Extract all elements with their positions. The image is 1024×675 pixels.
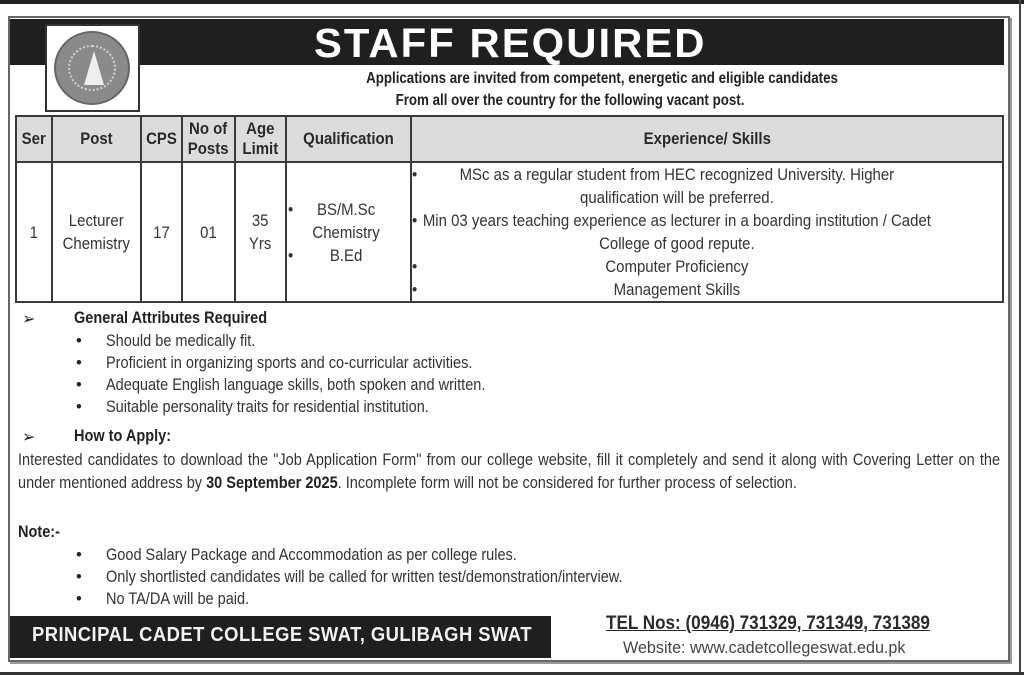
cell-cps: 17 xyxy=(141,162,182,302)
intro-line-1: Applications are invited from competent, energetic and eligible candidates xyxy=(366,70,838,87)
list-item: • Proficient in organizing sports and co-curricular activities. xyxy=(70,352,537,374)
telephone-numbers: TEL Nos: (0946) 731329, 731349, 731389 xyxy=(606,613,930,634)
cell-no-of-posts: 01 xyxy=(182,162,235,302)
col-ser: Ser xyxy=(16,116,52,162)
experience-item: • Management Skills xyxy=(412,278,931,301)
experience-item: • Computer Proficiency xyxy=(412,255,931,278)
col-cps: CPS xyxy=(141,116,182,162)
crest-figure-icon xyxy=(84,51,104,85)
deadline-date: 30 September 2025 xyxy=(206,474,338,492)
arrow-bullet-icon: ➢ xyxy=(22,429,36,446)
right-rule xyxy=(1019,0,1021,675)
col-no-of-posts: No of Posts xyxy=(182,116,235,162)
list-item: • Adequate English language skills, both spoken and written. xyxy=(70,374,537,396)
cell-ser: 1 xyxy=(16,162,52,302)
qualification-item: • B.Ed xyxy=(288,244,394,267)
col-qualification: Qualification xyxy=(286,116,411,162)
intro-line-2: From all over the country for the following vacant post. xyxy=(395,92,745,109)
experience-item: • MSc as a regular student from HEC recognized University. Higher qualification will be preferred. xyxy=(412,163,931,209)
list-item: • No TA/DA will be paid. xyxy=(70,588,693,610)
table-row xyxy=(16,162,1003,302)
note-label: Note:- xyxy=(18,523,60,541)
cell-experience xyxy=(411,162,1003,302)
general-attributes-title: General Attributes Required xyxy=(74,309,268,327)
website-link[interactable]: Website: www.cadetcollegeswat.edu.pk xyxy=(623,638,906,657)
experience-item: • Min 03 years teaching experience as lecturer in a boarding institution / Cadet College of good repute. xyxy=(412,209,931,255)
how-to-apply-title: How to Apply: xyxy=(74,427,172,445)
list-item: • Good Salary Package and Accommodation as per college rules. xyxy=(70,544,693,566)
cell-qualification xyxy=(286,162,411,302)
how-to-apply-text: Interested candidates to download the "Job Application Form" from our college website, fill it completely and send it along with Covering Letter on the under mentioned address by 30 September 2025. Incomplete form will not be considered for further process of selection. xyxy=(18,451,1001,492)
col-experience: Experience/ Skills xyxy=(411,116,1003,162)
cell-post: Lecturer Chemistry xyxy=(52,162,141,302)
list-item: • Suitable personality traits for residential institution. xyxy=(70,396,537,418)
logo-box xyxy=(45,24,140,112)
cell-age-limit: 35 Yrs xyxy=(235,162,285,302)
col-post: Post xyxy=(52,116,141,162)
qualification-item: • BS/M.Sc Chemistry xyxy=(288,198,394,244)
page-title: STAFF REQUIRED xyxy=(314,20,707,66)
col-age-limit: Age Limit xyxy=(235,116,285,162)
table-header-row xyxy=(16,116,1003,162)
list-item: • Only shortlisted candidates will be called for written test/demonstration/interview. xyxy=(70,566,693,588)
top-rule xyxy=(0,0,1024,4)
general-attributes-list xyxy=(70,330,537,418)
arrow-bullet-icon: ➢ xyxy=(22,311,36,328)
vacancy-table xyxy=(15,115,1004,303)
list-item: • Should be medically fit. xyxy=(70,330,537,352)
note-list xyxy=(70,544,693,610)
footer-address: PRINCIPAL CADET COLLEGE SWAT, GULIBAGH SWAT xyxy=(32,624,532,646)
college-crest-logo-icon xyxy=(54,31,130,105)
